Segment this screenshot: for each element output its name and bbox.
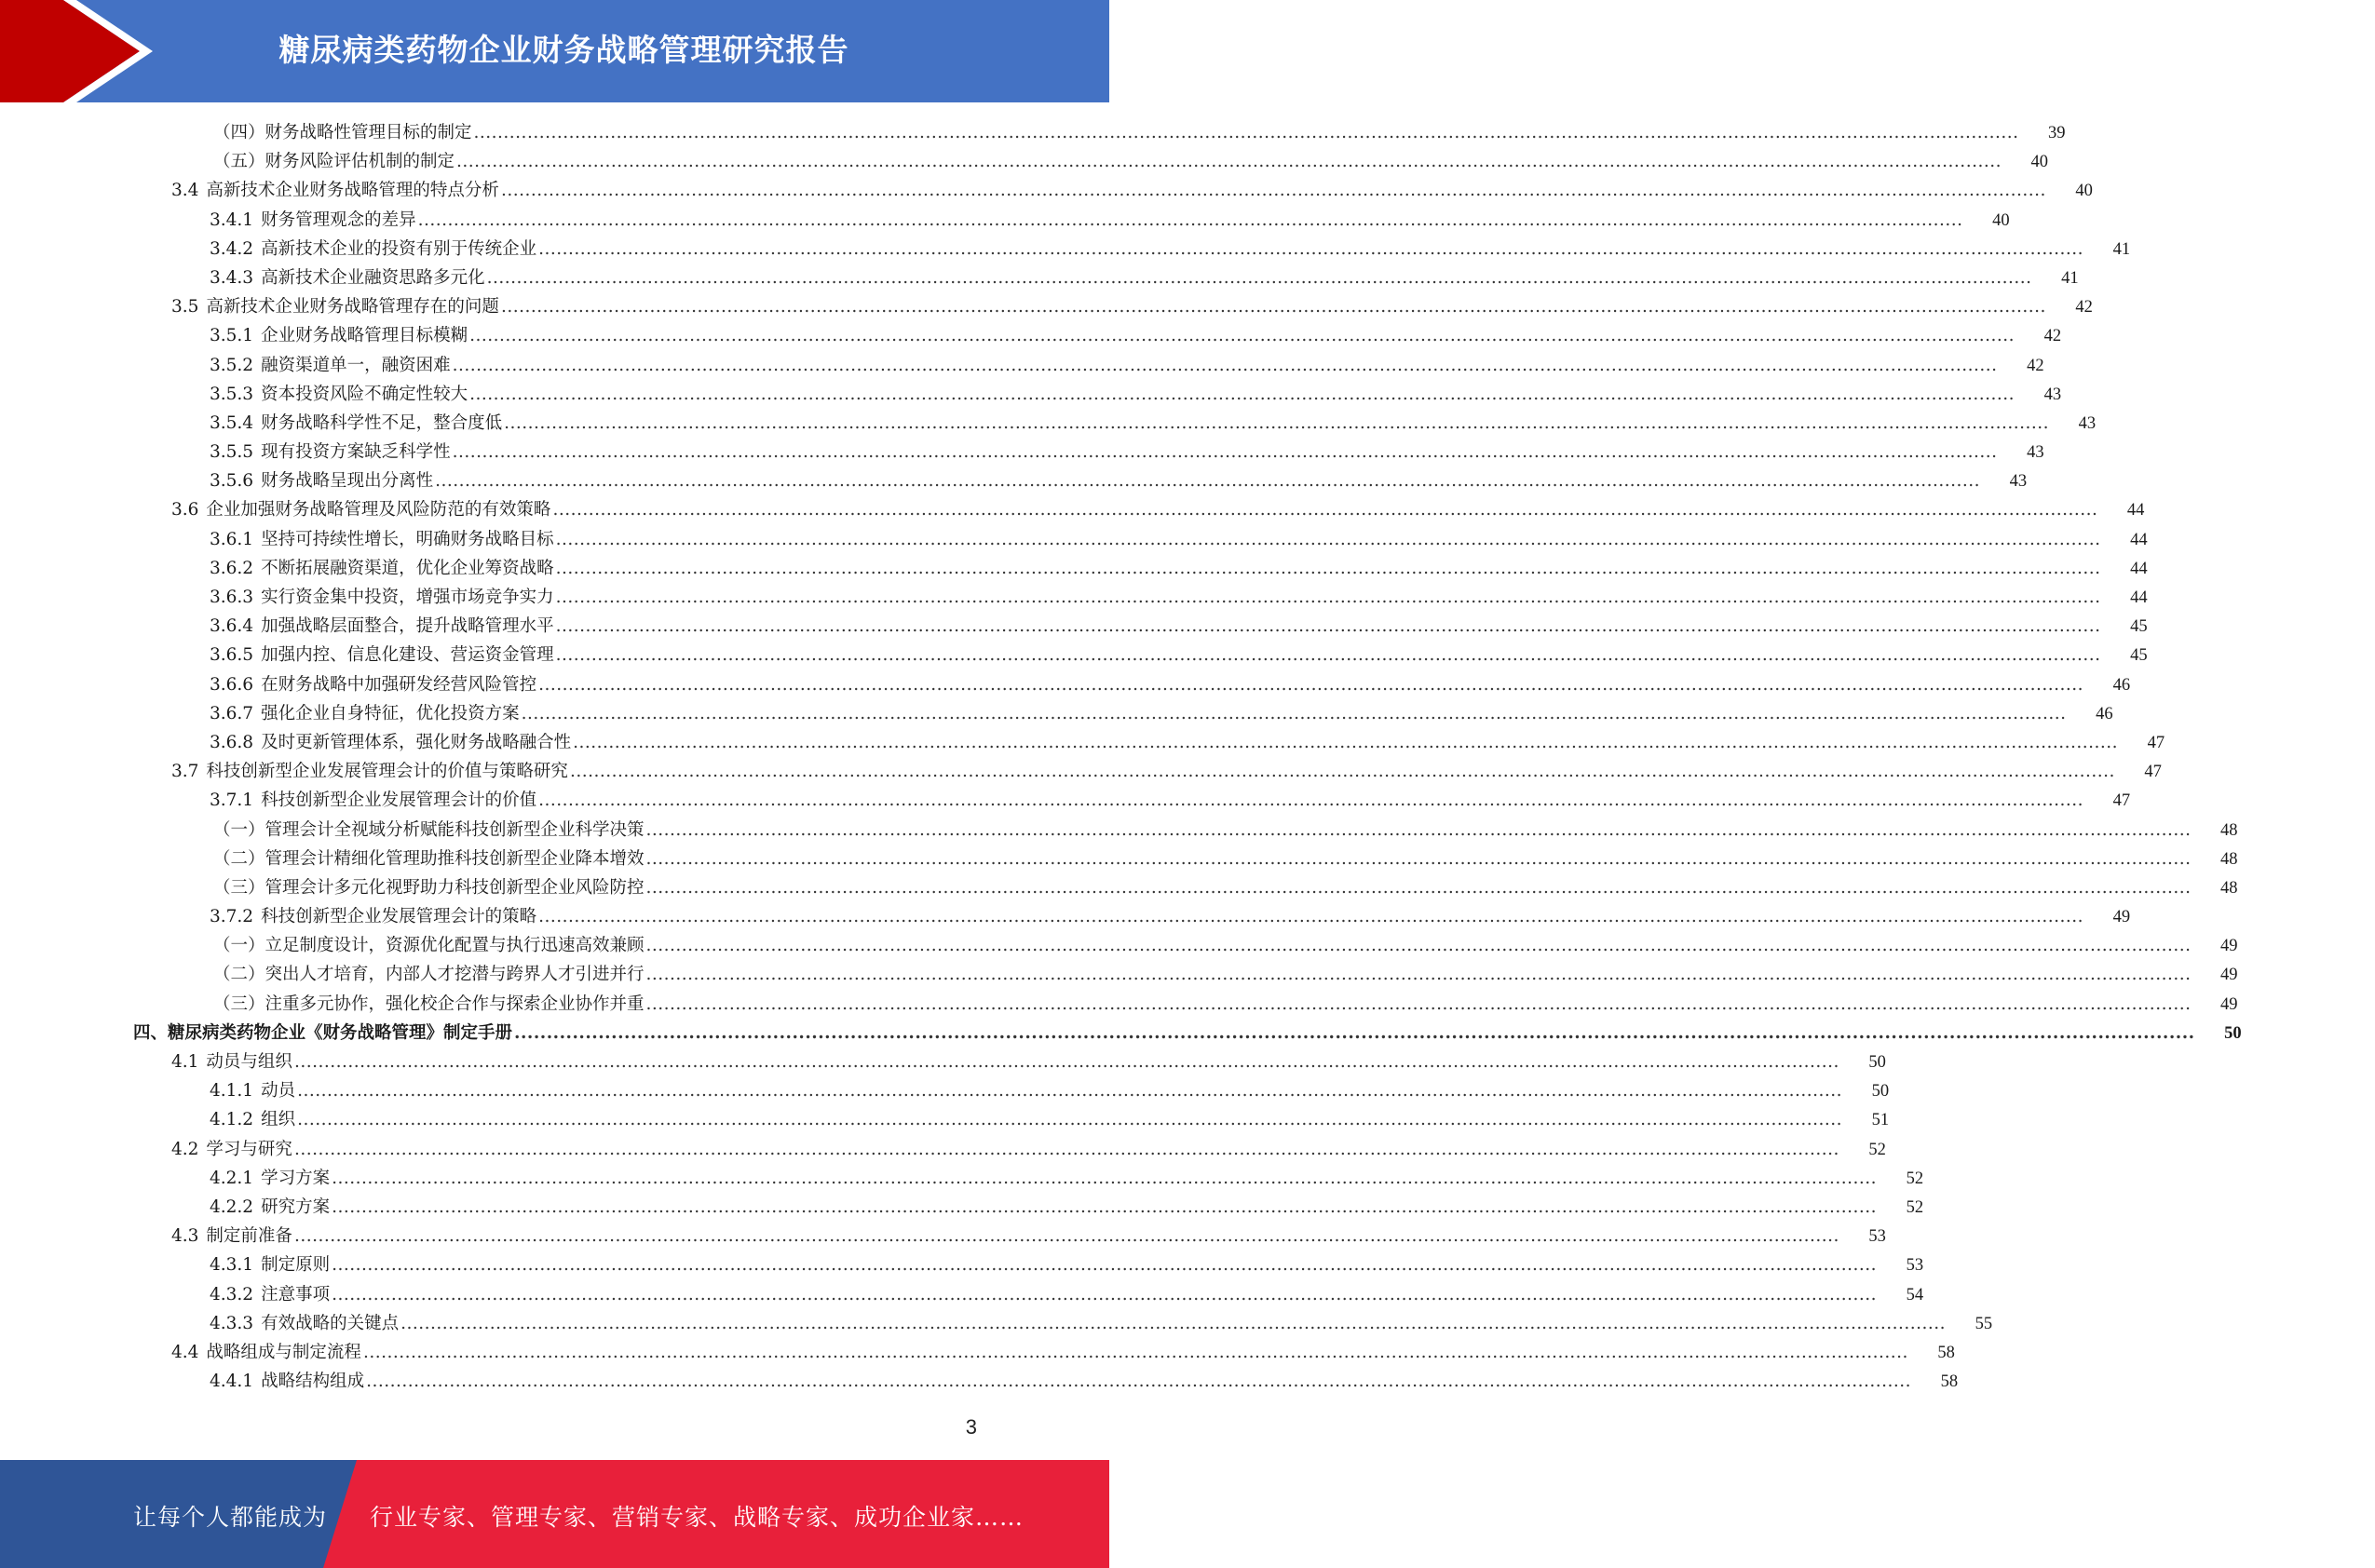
toc-entry[interactable] [0, 1164, 1924, 1193]
toc-entry-number: 3.4.1 [210, 210, 254, 230]
toc-dot-leader: .................................................................................................................................................................................................................................................................... [473, 123, 2019, 142]
toc-dot-leader: .................................................................................................................................................................................................................................................................... [521, 703, 2067, 723]
toc-entry[interactable] [0, 873, 2238, 902]
toc-dot-leader: .................................................................................................................................................................................................................................................................... [645, 994, 2192, 1014]
toc-entry[interactable] [0, 931, 2238, 960]
toc-entry-title: 坚持可持续性增长，明确财务战略目标 [261, 529, 554, 549]
toc-dot-leader: .................................................................................................................................................................................................................................................................... [538, 674, 2084, 695]
toc-entry[interactable] [0, 1076, 1890, 1105]
toc-entry-page: 53 [1868, 1227, 1886, 1247]
toc-dot-leader: .................................................................................................................................................................................................................................................................... [645, 965, 2192, 985]
toc-entry-title: （二）突出人才培育，内部人才挖潜与跨界人才引进并行 [213, 965, 645, 985]
toc-entry-page: 49 [2219, 966, 2238, 985]
toc-dot-leader: .................................................................................................................................................................................................................................................................... [552, 500, 2098, 520]
toc-entry[interactable] [0, 902, 2131, 931]
toc-entry-page: 48 [2219, 849, 2238, 869]
toc-entry-title: 科技创新型企业发展管理会计的价值 [261, 791, 537, 811]
toc-entry-page: 42 [2075, 298, 2093, 318]
toc-entry-page: 45 [2130, 617, 2148, 637]
toc-dot-leader: .................................................................................................................................................................................................................................................................... [332, 1255, 1878, 1276]
toc-entry[interactable] [0, 147, 2048, 176]
toc-entry[interactable] [0, 816, 2238, 845]
toc-dot-leader: .................................................................................................................................................................................................................................................................... [297, 1081, 1843, 1102]
footer-banner [0, 1460, 1109, 1568]
toc-entry-number: 3.6.4 [210, 616, 254, 637]
toc-entry-title: 实行资金集中投资，增强市场竞争实力 [261, 588, 554, 607]
toc-entry-number: 4.3.3 [210, 1313, 254, 1333]
header-banner [0, 0, 1109, 102]
toc-entry-page: 44 [2126, 501, 2145, 520]
toc-entry[interactable] [0, 786, 2131, 815]
table-of-contents [0, 118, 2242, 1396]
toc-dot-leader: .................................................................................................................................................................................................................................................................... [645, 819, 2192, 840]
toc-entry-page: 44 [2130, 530, 2148, 549]
toc-entry-title: 融资渠道单一，融资困难 [261, 355, 451, 375]
toc-entry-page: 44 [2130, 588, 2148, 607]
toc-dot-leader: .................................................................................................................................................................................................................................................................... [645, 936, 2192, 956]
toc-dot-leader: .................................................................................................................................................................................................................................................................... [435, 471, 1981, 492]
toc-entry-page: 58 [1940, 1372, 1959, 1392]
toc-entry-title: 动员 [261, 1081, 296, 1102]
toc-dot-leader: .................................................................................................................................................................................................................................................................... [366, 1372, 1912, 1392]
toc-entry-page: 47 [2144, 763, 2162, 782]
toc-entry[interactable] [0, 1135, 1886, 1164]
toc-entry-page: 52 [1868, 1140, 1886, 1159]
toc-entry-title: （四）财务战略性管理目标的制定 [213, 123, 472, 142]
toc-dot-leader: .................................................................................................................................................................................................................................................................... [500, 181, 2046, 201]
toc-entry[interactable] [0, 583, 2148, 612]
toc-entry[interactable] [0, 264, 2079, 292]
toc-dot-leader: .................................................................................................................................................................................................................................................................... [555, 558, 2101, 578]
toc-entry-number: 4.4 [171, 1342, 199, 1362]
toc-dot-leader: .................................................................................................................................................................................................................................................................... [362, 1342, 1908, 1362]
toc-entry[interactable] [0, 1019, 2242, 1048]
toc-entry-title: 财务管理观念的差异 [261, 210, 416, 230]
toc-entry[interactable] [0, 1280, 1924, 1309]
toc-entry-number: 3.5.3 [210, 384, 254, 404]
toc-entry-title: 制定前准备 [206, 1226, 292, 1247]
toc-entry-number: 3.6.7 [210, 703, 254, 723]
toc-entry-title: （一）管理会计全视域分析赋能科技创新型企业科学决策 [213, 819, 645, 840]
toc-dot-leader: .................................................................................................................................................................................................................................................................... [538, 238, 2084, 259]
toc-entry-number: 4.3.2 [210, 1284, 254, 1304]
toc-entry-number: 3.6.1 [210, 529, 254, 549]
toc-entry-page: 52 [1906, 1197, 1924, 1217]
toc-entry-number: 4.3.1 [210, 1255, 254, 1276]
toc-entry-title: 科技创新型企业发展管理会计的价值与策略研究 [206, 762, 568, 782]
page-number: 3 [965, 1415, 977, 1439]
toc-entry-number: 3.7 [171, 762, 199, 782]
toc-entry[interactable] [0, 321, 2062, 350]
toc-entry-page: 39 [2047, 124, 2066, 142]
toc-entry-page: 42 [2027, 356, 2044, 375]
toc-dot-leader: .................................................................................................................................................................................................................................................................... [452, 442, 1998, 463]
toc-entry-number: 3.6.3 [210, 588, 254, 607]
toc-entry-page: 50 [1871, 1082, 1890, 1102]
toc-entry-page: 54 [1906, 1285, 1924, 1304]
toc-entry-title: 企业财务战略管理目标模糊 [261, 326, 468, 346]
toc-entry-page: 47 [2147, 733, 2165, 752]
toc-entry[interactable] [0, 1193, 1924, 1222]
toc-entry-title: 研究方案 [261, 1196, 331, 1217]
toc-entry[interactable] [0, 1367, 1959, 1396]
toc-dot-leader: .................................................................................................................................................................................................................................................................... [469, 384, 2015, 404]
toc-entry-title: 科技创新型企业发展管理会计的策略 [261, 907, 537, 927]
toc-dot-leader: .................................................................................................................................................................................................................................................................... [555, 529, 2101, 549]
toc-entry[interactable] [0, 176, 2093, 205]
toc-entry-page: 43 [2043, 385, 2062, 404]
toc-entry-number: 3.4.2 [210, 238, 254, 259]
toc-entry-title: （三）注重多元协作，强化校企合作与探索企业协作并重 [213, 994, 645, 1014]
toc-entry[interactable] [0, 525, 2148, 554]
toc-entry-number: 3.5.6 [210, 471, 254, 492]
toc-dot-leader: .................................................................................................................................................................................................................................................................... [332, 1196, 1878, 1217]
toc-entry-title: 注意事项 [261, 1284, 331, 1304]
toc-entry[interactable] [0, 1222, 1886, 1250]
toc-entry[interactable] [0, 351, 2044, 380]
toc-entry[interactable] [0, 206, 2010, 235]
toc-entry-number: 4.1.1 [210, 1081, 254, 1102]
toc-entry-title: 动员与组织 [206, 1052, 292, 1072]
toc-entry[interactable] [0, 554, 2148, 583]
toc-dot-leader: .................................................................................................................................................................................................................................................................... [645, 848, 2192, 869]
toc-dot-leader: .................................................................................................................................................................................................................................................................... [332, 1284, 1878, 1304]
toc-entry[interactable] [0, 380, 2062, 409]
toc-entry-title: （二）管理会计精细化管理助推科技创新型企业降本增效 [213, 848, 645, 869]
toc-entry-title: （一）立足制度设计，资源优化配置与执行迅速高效兼顾 [213, 936, 645, 956]
toc-entry[interactable] [0, 1048, 1886, 1076]
toc-dot-leader: .................................................................................................................................................................................................................................................................... [293, 1226, 1839, 1247]
toc-entry[interactable] [0, 641, 2148, 669]
toc-entry-page: 46 [2112, 675, 2131, 695]
toc-dot-leader: .................................................................................................................................................................................................................................................................... [569, 762, 2115, 782]
toc-entry[interactable] [0, 757, 2162, 786]
toc-entry-page: 40 [2075, 182, 2093, 201]
toc-entry-title: 高新技术企业财务战略管理存在的问题 [206, 297, 499, 318]
toc-dot-leader: .................................................................................................................................................................................................................................................................... [293, 1052, 1839, 1072]
toc-dot-leader: .................................................................................................................................................................................................................................................................... [555, 616, 2101, 637]
toc-entry-page: 43 [2027, 443, 2044, 463]
toc-entry-number: 3.7.2 [210, 907, 254, 927]
footer-slogan-left: 让每个人都能成为 [133, 1504, 328, 1531]
toc-entry-title: 加强内控、信息化建设、营运资金管理 [261, 645, 554, 666]
toc-entry-title: 高新技术企业的投资有别于传统企业 [261, 238, 537, 259]
toc-entry-page: 49 [2219, 994, 2238, 1014]
toc-entry-number: 3.5.5 [210, 442, 254, 463]
toc-entry-page: 40 [2030, 153, 2048, 172]
toc-entry-page: 40 [1992, 210, 2010, 230]
toc-entry-number: 3.6.6 [210, 674, 254, 695]
toc-entry-title: 现有投资方案缺乏科学性 [261, 442, 451, 463]
toc-entry-number: 3.6.8 [210, 732, 254, 752]
toc-entry-title: 不断拓展融资渠道，优化企业筹资战略 [261, 558, 554, 578]
toc-entry-title: 加强战略层面整合，提升战略管理水平 [261, 616, 554, 637]
toc-dot-leader: .................................................................................................................................................................................................................................................................... [555, 645, 2101, 666]
toc-entry-number: 4.2 [171, 1139, 199, 1159]
toc-entry-page: 58 [1937, 1343, 1955, 1362]
toc-dot-leader: .................................................................................................................................................................................................................................................................... [293, 1139, 1839, 1159]
toc-entry-number: 3.6 [171, 500, 199, 520]
toc-entry-number: 4.1.2 [210, 1110, 254, 1130]
toc-dot-leader: .................................................................................................................................................................................................................................................................... [486, 267, 2032, 288]
toc-entry-title: （三）管理会计多元化视野助力科技创新型企业风险防控 [213, 877, 645, 898]
toc-entry-number: 3.6.5 [210, 645, 254, 666]
toc-dot-leader: .................................................................................................................................................................................................................................................................... [417, 210, 1963, 230]
toc-dot-leader: .................................................................................................................................................................................................................................................................... [332, 1168, 1878, 1188]
toc-entry-page: 49 [2219, 937, 2238, 956]
toc-entry-title: （五）财务风险评估机制的制定 [213, 152, 455, 172]
toc-entry-number: 4.1 [171, 1052, 199, 1072]
toc-entry-title: 组织 [261, 1110, 296, 1130]
toc-entry-title: 强化企业自身特征，优化投资方案 [261, 703, 520, 723]
toc-entry-number: 3.5.4 [210, 412, 254, 433]
toc-entry-page: 52 [1906, 1169, 1924, 1188]
toc-entry-page: 48 [2219, 878, 2238, 898]
toc-entry[interactable] [0, 612, 2148, 641]
toc-entry-title: 有效战略的关键点 [261, 1313, 400, 1333]
toc-entry[interactable] [0, 670, 2131, 699]
toc-entry[interactable] [0, 960, 2238, 989]
toc-entry-page: 47 [2112, 791, 2131, 811]
toc-entry-number: 3.5.1 [210, 326, 254, 346]
toc-dot-leader: .................................................................................................................................................................................................................................................................... [573, 732, 2119, 752]
toc-entry-title: 战略结构组成 [261, 1372, 365, 1392]
toc-entry-number: 3.5 [171, 297, 199, 318]
toc-entry-title: 战略组成与制定流程 [206, 1342, 361, 1362]
toc-dot-leader: .................................................................................................................................................................................................................................................................... [456, 152, 2002, 172]
toc-dot-leader: .................................................................................................................................................................................................................................................................... [555, 588, 2101, 607]
toc-entry-number: 4.2.1 [210, 1168, 254, 1188]
toc-entry-title: 学习方案 [261, 1168, 331, 1188]
toc-dot-leader: .................................................................................................................................................................................................................................................................... [500, 297, 2046, 318]
toc-entry-number: 3.4 [171, 181, 199, 201]
toc-entry[interactable] [0, 235, 2131, 264]
toc-entry-title: 高新技术企业财务战略管理的特点分析 [206, 181, 499, 201]
toc-entry-page: 48 [2219, 820, 2238, 840]
toc-entry-page: 44 [2130, 559, 2148, 578]
toc-entry[interactable] [0, 1309, 1993, 1338]
toc-entry[interactable] [0, 845, 2238, 873]
toc-entry-page: 46 [2096, 704, 2113, 723]
toc-dot-leader: .................................................................................................................................................................................................................................................................... [645, 877, 2192, 898]
toc-entry-title: 高新技术企业融资思路多元化 [261, 267, 485, 288]
toc-entry-number: 3.6.2 [210, 558, 254, 578]
toc-entry-page: 45 [2130, 646, 2148, 666]
toc-entry[interactable] [0, 699, 2113, 728]
footer-slogan-right: 行业专家、管理专家、营销专家、战略专家、成功企业家…… [370, 1504, 1025, 1531]
toc-dot-leader: .................................................................................................................................................................................................................................................................... [538, 791, 2084, 811]
toc-entry-title: 财务战略呈现出分离性 [261, 471, 434, 492]
toc-entry[interactable] [0, 495, 2145, 524]
toc-entry-title: 制定原则 [261, 1255, 331, 1276]
toc-dot-leader: .................................................................................................................................................................................................................................................................... [400, 1313, 1947, 1333]
toc-entry-page: 49 [2112, 908, 2131, 927]
toc-dot-leader: .................................................................................................................................................................................................................................................................... [469, 326, 2015, 346]
toc-entry-title: 学习与研究 [206, 1139, 292, 1159]
toc-entry-page: 51 [1871, 1111, 1890, 1130]
toc-entry-page: 50 [1868, 1053, 1886, 1072]
toc-entry-number: 3.7.1 [210, 791, 254, 811]
toc-entry-title: 四、糖尿病类药物企业《财务战略管理》制定手册 [133, 1022, 513, 1043]
toc-entry-title: 资本投资风险不确定性较大 [261, 384, 468, 404]
toc-entry[interactable] [0, 466, 2028, 495]
toc-entry-page: 53 [1906, 1256, 1924, 1276]
toc-entry-page: 55 [1975, 1314, 1993, 1333]
toc-dot-leader: .................................................................................................................................................................................................................................................................... [514, 1022, 2195, 1043]
toc-dot-leader: .................................................................................................................................................................................................................................................................... [297, 1110, 1843, 1130]
toc-entry-number: 3.4.3 [210, 267, 254, 288]
toc-entry[interactable] [0, 990, 2238, 1019]
toc-entry-page: 42 [2043, 327, 2062, 346]
toc-entry[interactable] [0, 1250, 1924, 1279]
toc-entry[interactable] [0, 292, 2093, 321]
toc-entry-page: 43 [2078, 413, 2097, 433]
toc-entry-title: 企业加强财务战略管理及风险防范的有效策略 [206, 500, 551, 520]
toc-entry-title: 在财务战略中加强研发经营风险管控 [261, 674, 537, 695]
toc-entry-title: 财务战略科学性不足，整合度低 [261, 412, 503, 433]
toc-dot-leader: .................................................................................................................................................................................................................................................................... [538, 907, 2084, 927]
toc-entry-title: 及时更新管理体系，强化财务战略融合性 [261, 732, 572, 752]
toc-entry-page: 43 [2009, 472, 2028, 492]
toc-entry-page: 50 [2224, 1023, 2242, 1043]
toc-dot-leader: .................................................................................................................................................................................................................................................................... [504, 412, 2050, 433]
toc-entry[interactable] [0, 1338, 1955, 1367]
toc-entry-page: 41 [2061, 268, 2079, 288]
toc-entry[interactable] [0, 409, 2097, 438]
document-title: 糖尿病类药物企业财务战略管理研究报告 [278, 32, 849, 68]
toc-entry[interactable] [0, 118, 2066, 147]
toc-entry-page: 41 [2112, 239, 2131, 259]
toc-entry[interactable] [0, 438, 2044, 466]
toc-entry-number: 4.3 [171, 1226, 199, 1247]
toc-dot-leader: .................................................................................................................................................................................................................................................................... [452, 355, 1998, 375]
toc-entry-number: 4.2.2 [210, 1196, 254, 1217]
toc-entry-number: 3.5.2 [210, 355, 254, 375]
toc-entry[interactable] [0, 728, 2165, 757]
toc-entry[interactable] [0, 1105, 1890, 1134]
toc-entry-number: 4.4.1 [210, 1372, 254, 1392]
